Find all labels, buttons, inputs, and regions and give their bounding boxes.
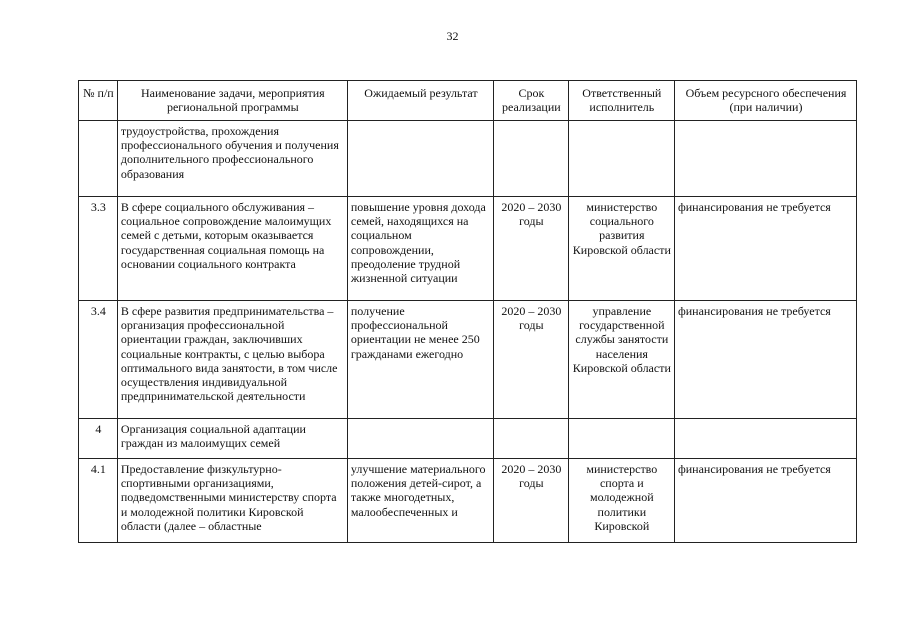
table-row xyxy=(79,121,857,197)
row-result xyxy=(347,419,493,459)
row-num: 4 xyxy=(79,419,118,459)
row-resources xyxy=(674,121,856,197)
row-resources: финансирования не требуется xyxy=(674,459,856,543)
row-responsible xyxy=(568,121,674,197)
row-responsible: управление государственной службы занятости населения Кировской области xyxy=(568,301,674,419)
header-result: Ожидаемый результат xyxy=(347,81,493,121)
program-activities-table xyxy=(78,80,857,543)
row-num: 3.4 xyxy=(79,301,118,419)
row-task: трудоустройства, прохождения профессионального обучения и получения дополнительного профессионального образования xyxy=(117,121,347,197)
row-task: Предоставление физкультурно-спортивными организациями, подведомственными министерству спорта и молодежной политики Кировской области (далее – областные xyxy=(117,459,347,543)
header-num: № п/п xyxy=(79,81,118,121)
header-resources: Объем ресурсного обеспечения (при наличии) xyxy=(674,81,856,121)
row-resources xyxy=(674,419,856,459)
row-task: В сфере социального обслуживания – социальное сопровождение малоимущих семей с детьми, которым оказывается государственная социальная помощь на основании социального контракта xyxy=(117,197,347,301)
page-number: 32 xyxy=(446,29,459,43)
header-responsible: Ответственный исполнитель xyxy=(568,81,674,121)
row-responsible: министерство спорта и молодежной политики Кировской xyxy=(568,459,674,543)
table-row xyxy=(79,419,857,459)
row-term: 2020 – 2030 годы xyxy=(494,197,569,301)
row-term xyxy=(494,419,569,459)
row-num xyxy=(79,121,118,197)
row-result: улучшение материального положения детей-сирот, а также многодетных, малообеспеченных и xyxy=(347,459,493,543)
row-resources: финансирования не требуется xyxy=(674,301,856,419)
row-resources: финансирования не требуется xyxy=(674,197,856,301)
row-task: В сфере развития предпринимательства – организация профессиональной ориентации граждан, заключивших социальные контракты, с целью выбора оптимального вида занятости, в том числе осуществления индивидуальной предпринимательской деятельности xyxy=(117,301,347,419)
row-result: повышение уровня дохода семей, находящихся на социальном сопровождении, преодоление трудной жизненной ситуации xyxy=(347,197,493,301)
row-num: 3.3 xyxy=(79,197,118,301)
row-num: 4.1 xyxy=(79,459,118,543)
table-row xyxy=(79,197,857,301)
row-result: получение профессиональной ориентации не менее 250 гражданами ежегодно xyxy=(347,301,493,419)
table-header-row xyxy=(79,81,857,121)
row-task: Организация социальной адаптации граждан из малоимущих семей xyxy=(117,419,347,459)
row-responsible: министерство социального развития Кировской области xyxy=(568,197,674,301)
row-term: 2020 – 2030 годы xyxy=(494,301,569,419)
row-responsible xyxy=(568,419,674,459)
table-row xyxy=(79,459,857,543)
row-term: 2020 – 2030 годы xyxy=(494,459,569,543)
table-row xyxy=(79,301,857,419)
header-task: Наименование задачи, мероприятия региональной программы xyxy=(117,81,347,121)
row-result xyxy=(347,121,493,197)
header-term: Срок реализации xyxy=(494,81,569,121)
row-term xyxy=(494,121,569,197)
